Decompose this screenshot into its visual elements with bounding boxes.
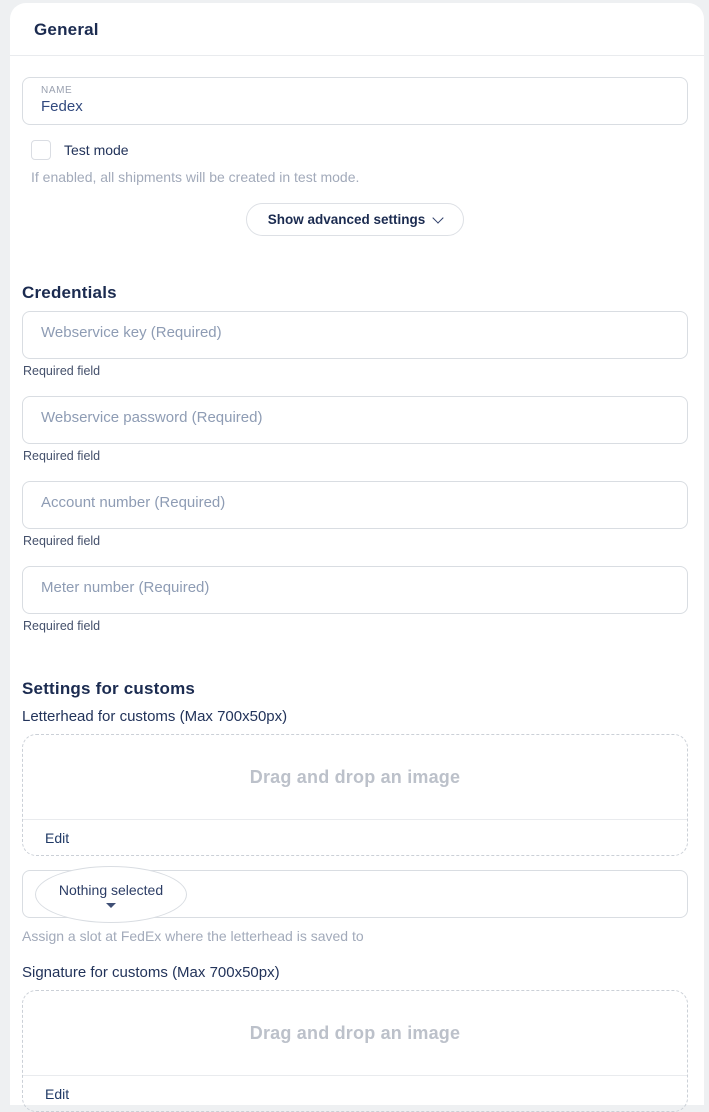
- meter-number-input[interactable]: [22, 566, 688, 614]
- name-field[interactable]: [22, 77, 688, 125]
- letterhead-label: Letterhead for customs (Max 700x50px): [22, 708, 688, 725]
- general-section-title: General: [34, 20, 680, 40]
- letterhead-dropzone-area[interactable]: [23, 735, 687, 819]
- letterhead-dropzone-text: Drag and drop an image: [250, 767, 460, 788]
- show-advanced-settings-label: Show advanced settings: [268, 212, 426, 227]
- meter-number-group: [22, 566, 688, 634]
- advanced-settings-row: [22, 203, 688, 236]
- credentials-section-title: Credentials: [22, 283, 688, 303]
- signature-dropzone-text: Drag and drop an image: [250, 1023, 460, 1044]
- letterhead-dropzone-footer: [23, 819, 687, 855]
- settings-card: [10, 3, 704, 1105]
- letterhead-dropzone[interactable]: [22, 734, 688, 856]
- webservice-key-input[interactable]: [22, 311, 688, 359]
- signature-dropzone-footer: [23, 1075, 687, 1111]
- letterhead-slot-help: Assign a slot at FedEx where the letterhead is saved to: [22, 928, 688, 945]
- letterhead-slot-select[interactable]: [22, 870, 688, 918]
- webservice-key-required-note: Required field: [23, 364, 688, 379]
- account-number-required-note: Required field: [23, 534, 688, 549]
- letterhead-edit-link[interactable]: Edit: [45, 830, 69, 846]
- general-section-header: [10, 3, 704, 56]
- webservice-key-group: [22, 311, 688, 379]
- chevron-down-icon: [433, 212, 444, 223]
- settings-form: [10, 77, 704, 1112]
- signature-dropzone-area[interactable]: [23, 991, 687, 1075]
- letterhead-slot-select-toggle[interactable]: [35, 866, 187, 923]
- signature-dropzone[interactable]: [22, 990, 688, 1112]
- name-field-label: NAME: [41, 85, 671, 96]
- meter-number-required-note: Required field: [23, 619, 688, 634]
- test-mode-label: Test mode: [64, 142, 129, 158]
- webservice-password-input[interactable]: [22, 396, 688, 444]
- account-number-input[interactable]: [22, 481, 688, 529]
- letterhead-slot-select-value: Nothing selected: [59, 882, 163, 898]
- test-mode-help: If enabled, all shipments will be created in test mode.: [31, 169, 688, 186]
- signature-edit-link[interactable]: Edit: [45, 1086, 69, 1102]
- caret-down-icon: [106, 903, 116, 908]
- customs-section-title: Settings for customs: [22, 679, 688, 699]
- show-advanced-settings-button[interactable]: [246, 203, 465, 236]
- webservice-password-group: [22, 396, 688, 464]
- signature-label: Signature for customs (Max 700x50px): [22, 964, 688, 981]
- webservice-password-required-note: Required field: [23, 449, 688, 464]
- test-mode-row: [31, 140, 688, 160]
- test-mode-checkbox[interactable]: [31, 140, 51, 160]
- name-input[interactable]: [41, 96, 671, 115]
- account-number-group: [22, 481, 688, 549]
